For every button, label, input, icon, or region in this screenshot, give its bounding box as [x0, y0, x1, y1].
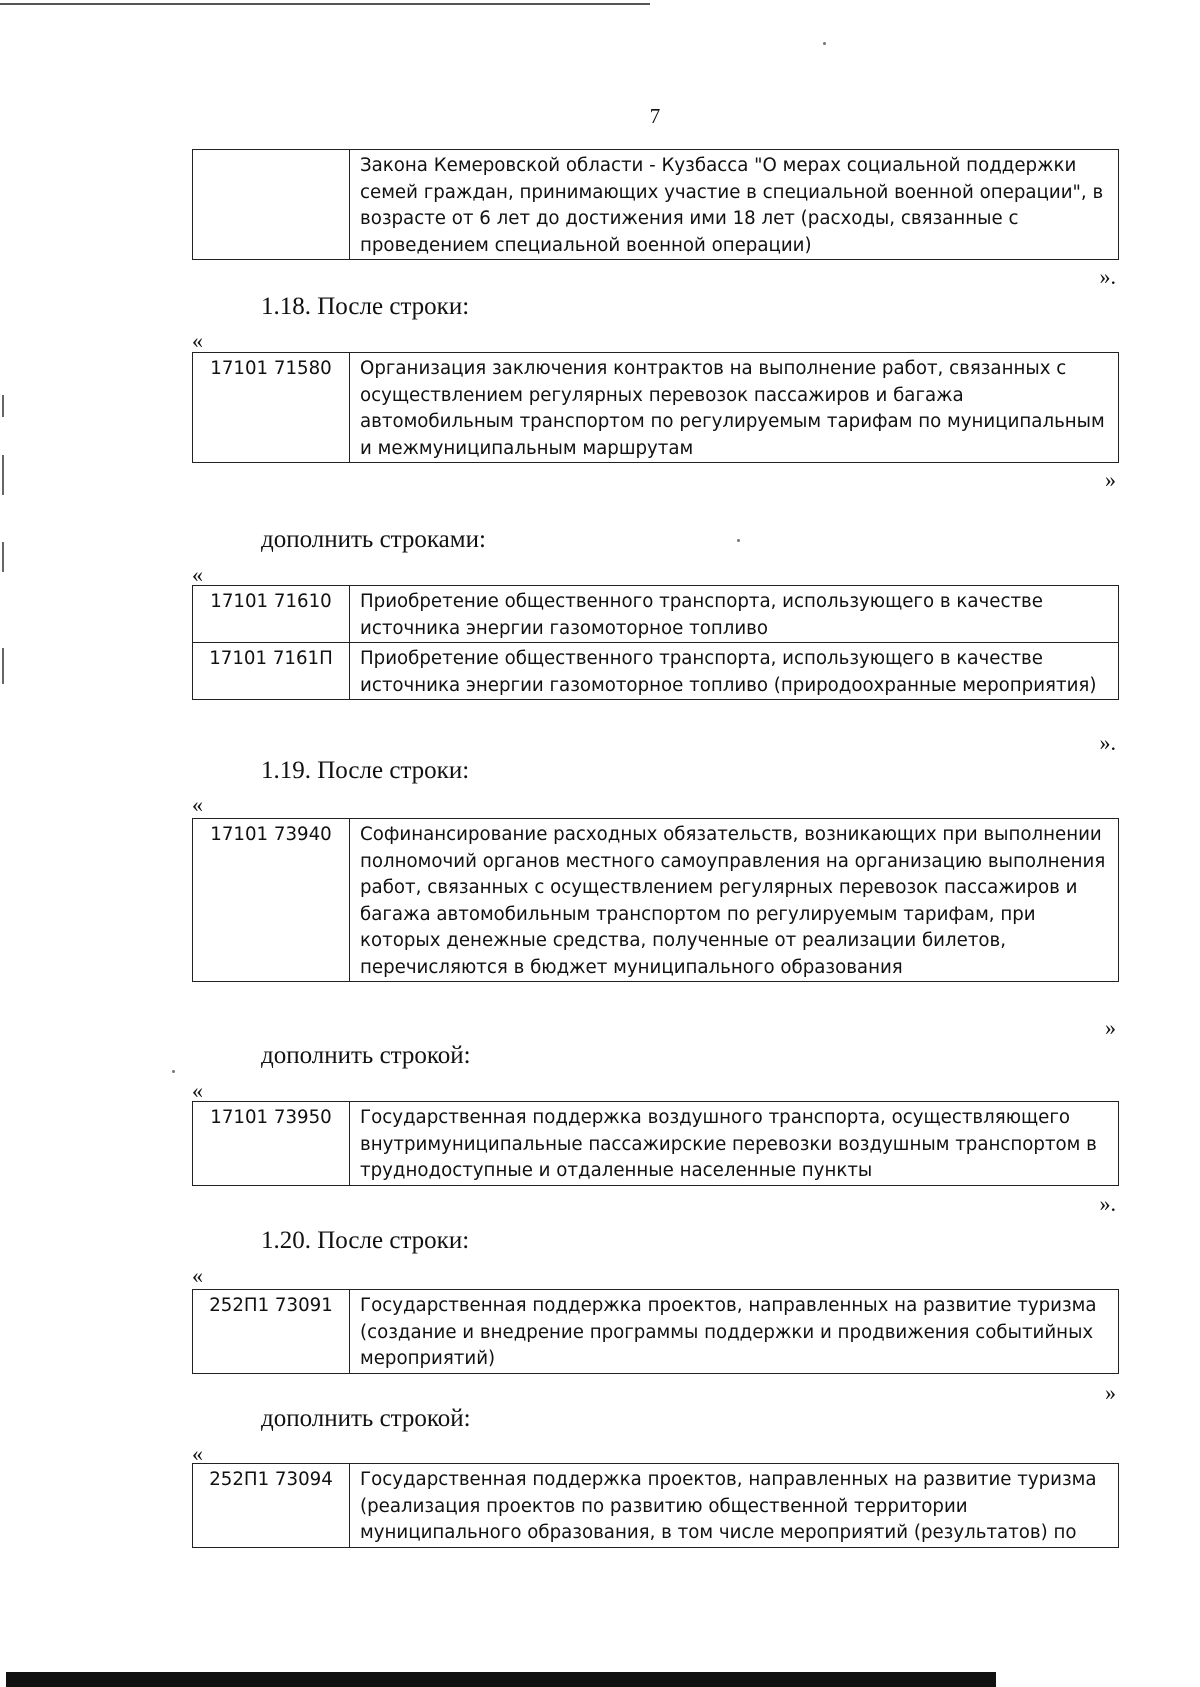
- budget-table: [192, 818, 1119, 982]
- row-description: Государственная поддержка проектов, направленных на развитие туризма (создание и внедрение программы поддержки и продвижения событийных мероприятий): [350, 1290, 1119, 1374]
- row-description: Государственная поддержка проектов, направленных на развитие туризма (реализация проектов по развитию общественной территории муниципального образования, в том числе мероприятий (результатов) по: [350, 1464, 1119, 1548]
- row-description: Приобретение общественного транспорта, использующего в качестве источника энергии газомоторное топливо: [350, 586, 1119, 643]
- budget-table: [192, 1463, 1119, 1548]
- opening-quote: «: [192, 1441, 203, 1466]
- budget-table: [192, 1101, 1119, 1186]
- page-number: 7: [649, 104, 661, 128]
- row-code: [193, 150, 350, 260]
- opening-quote: «: [192, 792, 203, 817]
- opening-quote: «: [192, 328, 203, 353]
- table-row: [193, 819, 1119, 982]
- row-description: Закона Кемеровской области - Кузбасса "О мерах социальной поддержки семей граждан, принимающих участие в специальной военной операции", в возрасте от 6 лет до достижения ими 18 лет (расходы, связанные с проведением специальной военной операции): [350, 150, 1119, 260]
- scan-edge-bar: [6, 1672, 996, 1687]
- row-description: Приобретение общественного транспорта, использующего в качестве источника энергии газомоторное топливо (природоохранные мероприятия): [350, 643, 1119, 700]
- scan-speck: [172, 1070, 175, 1073]
- row-code: 252П1 73094: [193, 1464, 350, 1548]
- section-heading: 1.19. После строки:: [261, 757, 470, 784]
- row-code: 252П1 73091: [193, 1290, 350, 1374]
- closing-quote: ».: [1099, 264, 1116, 289]
- margin-mark: [2, 542, 4, 572]
- row-description: Софинансирование расходных обязательств, возникающих при выполнении полномочий органов местного самоуправления на организацию выполнения работ, связанных с осуществлением регулярных перевозок пассажиров и багажа автомобильным транспортом по регулируемым тарифам, при которых денежные средства, полученные от реализации билетов, перечисляются в бюджет муниципального образования: [350, 819, 1119, 982]
- row-description: Организация заключения контрактов на выполнение работ, связанных с осуществлением регулярных перевозок пассажиров и багажа автомобильным транспортом по регулируемым тарифам по муниципальным и межмуниципальным маршрутам: [350, 353, 1119, 463]
- margin-mark: [2, 455, 4, 495]
- budget-table: [192, 1289, 1119, 1374]
- row-description: Государственная поддержка воздушного транспорта, осуществляющего внутримуниципальные пассажирские перевозки воздушным транспортом в труднодоступные и отдаленные населенные пункты: [350, 1102, 1119, 1186]
- scan-edge-line: [0, 3, 650, 5]
- budget-table: [192, 585, 1119, 700]
- table-row: [193, 150, 1119, 260]
- row-code: 17101 71580: [193, 353, 350, 463]
- margin-mark: [2, 395, 4, 417]
- budget-table: [192, 352, 1119, 463]
- row-code: 17101 7161П: [193, 643, 350, 700]
- opening-quote: «: [192, 562, 203, 587]
- table-row: [193, 1464, 1119, 1548]
- table-row: [193, 586, 1119, 643]
- closing-quote: »: [1105, 1015, 1116, 1040]
- scan-speck: [737, 539, 740, 542]
- closing-quote: ».: [1099, 730, 1116, 755]
- scan-speck: [823, 42, 826, 45]
- opening-quote: «: [192, 1078, 203, 1103]
- table-row: [193, 1290, 1119, 1374]
- section-heading: дополнить строкой:: [261, 1042, 471, 1069]
- table-row: [193, 353, 1119, 463]
- section-heading: дополнить строками:: [261, 526, 486, 553]
- budget-table: [192, 149, 1119, 260]
- closing-quote: ».: [1099, 1191, 1116, 1216]
- section-heading: дополнить строкой:: [261, 1405, 471, 1432]
- row-code: 17101 73950: [193, 1102, 350, 1186]
- row-code: 17101 73940: [193, 819, 350, 982]
- margin-mark: [2, 648, 4, 684]
- closing-quote: »: [1105, 467, 1116, 492]
- table-row: [193, 1102, 1119, 1186]
- opening-quote: «: [192, 1263, 203, 1288]
- table-row: [193, 643, 1119, 700]
- row-code: 17101 71610: [193, 586, 350, 643]
- section-heading: 1.20. После строки:: [261, 1227, 470, 1254]
- closing-quote: »: [1105, 1380, 1116, 1405]
- section-heading: 1.18. После строки:: [261, 293, 470, 320]
